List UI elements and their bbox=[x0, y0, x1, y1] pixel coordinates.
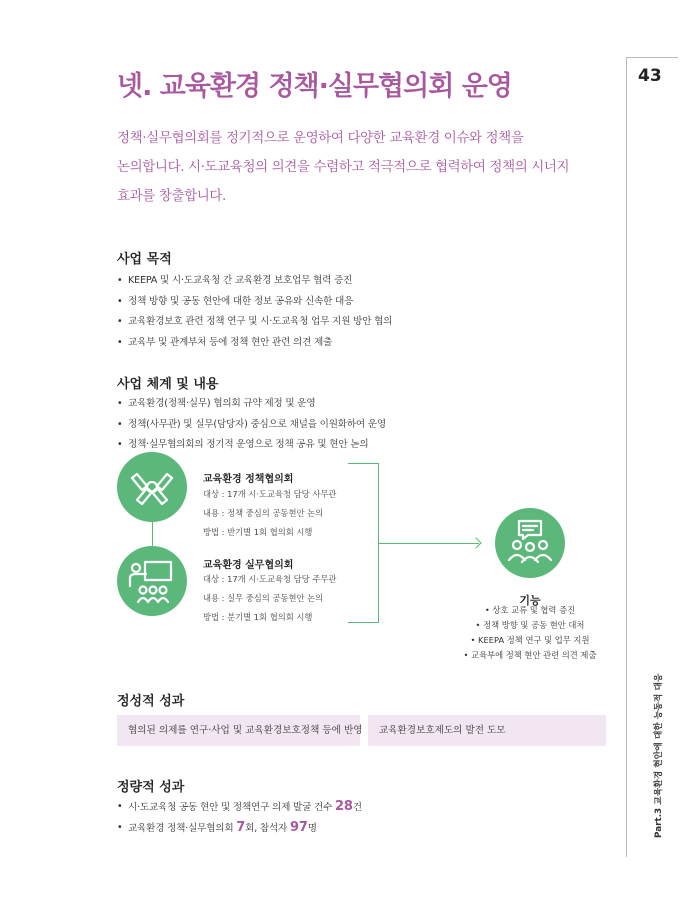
list-item bbox=[117, 797, 362, 818]
intro-line: 논의합니다. 시·도교육청의 의견을 수렴하고 적극적으로 협력하여 정책의 시너지 bbox=[117, 159, 570, 175]
side-section-label bbox=[649, 673, 665, 838]
text: 교육환경 정책·실무협의회 bbox=[128, 822, 237, 834]
arrow-line bbox=[379, 543, 479, 544]
system-heading: 사업 체계 및 내용 bbox=[117, 377, 219, 392]
intro-line: 정책·실무협의회를 정기적으로 운영하여 다양한 교육환경 이슈와 정책을 bbox=[117, 130, 524, 146]
text: 회, 참석자 bbox=[245, 822, 290, 834]
meeting-count-value: 7 bbox=[236, 819, 246, 835]
council-2-name: 교육환경 실무협의회 bbox=[203, 560, 294, 571]
presentation-group-icon bbox=[117, 546, 187, 616]
council-2-target: 대상 : 17개 시·도교육청 담당 주무관 bbox=[203, 574, 337, 584]
count-value: 28 bbox=[335, 799, 353, 814]
intro-line: 효과를 창출합니다. bbox=[117, 188, 226, 204]
qualitative-heading: 정성적 성과 bbox=[117, 694, 185, 709]
quantitative-heading: 정량적 성과 bbox=[117, 780, 185, 795]
council-2-method: 방법 : 분기별 1회 협의회 시행 bbox=[203, 612, 313, 622]
header-rule bbox=[626, 57, 678, 58]
quantitative-list bbox=[117, 797, 362, 838]
page-number: 43 bbox=[638, 66, 662, 86]
function-title: 기능 bbox=[519, 594, 541, 607]
unit-text: 명 bbox=[307, 822, 317, 834]
list-item: • KEEPA 및 시·도교육청 간 교육환경 보호업무 협력 증진 bbox=[117, 271, 392, 292]
list-item: • 정책·실무협의회의 정기적 운영으로 정책 공유 및 현안 논의 bbox=[117, 435, 386, 456]
page-title: 넷. 교육환경 정책·실무협의회 운영 bbox=[117, 71, 512, 102]
side-label-text: Part.3 교육환경 현안에 대한 능동적 대응 bbox=[654, 673, 664, 838]
council-1-name: 교육환경 정책협의회 bbox=[203, 474, 294, 485]
list-item: • 상호 교류 및 협력 증진 bbox=[484, 605, 576, 615]
council-1-details bbox=[203, 485, 336, 542]
list-item: • 정책 방향 및 공동 현안 대처 bbox=[475, 620, 585, 630]
handshake-hands-icon bbox=[117, 452, 187, 522]
council-2-content: 내용 : 실무 중심의 공동현안 논의 bbox=[203, 593, 324, 603]
system-list bbox=[117, 394, 386, 456]
council-2-details bbox=[203, 570, 336, 627]
list-item: • 정책 방향 및 공동 현안에 대한 정보 공유와 신속한 대응 bbox=[117, 292, 392, 313]
attendee-count-value: 97 bbox=[289, 819, 308, 835]
diagram-bracket bbox=[348, 463, 379, 623]
connector-line bbox=[152, 520, 153, 546]
text: 시·도교육청 공동 현안 및 정책연구 의제 발굴 건수 bbox=[128, 802, 335, 813]
intro-paragraph bbox=[117, 124, 587, 211]
council-1-method: 방법 : 반기별 1회 협의회 시행 bbox=[203, 527, 313, 537]
meeting-discussion-icon bbox=[495, 508, 565, 578]
unit-text: 건 bbox=[352, 802, 362, 813]
list-item: • 교육환경(정책·실무) 협의회 규약 제정 및 운영 bbox=[117, 394, 386, 415]
list-item: • KEEPA 정책 연구 및 업무 지원 bbox=[470, 635, 590, 645]
council-1-target: 대상 : 17개 시·도교육청 담당 사무관 bbox=[203, 489, 337, 499]
qualitative-box-2: 교육환경보호제도의 발전 도모 bbox=[368, 715, 606, 746]
list-item: • 정책(사무관) 및 실무(담당자) 중심으로 채널을 이원화하여 운영 bbox=[117, 415, 386, 436]
list-item: • 교육부에 정책 현안 관련 의견 제출 bbox=[463, 650, 597, 660]
side-rule bbox=[626, 57, 627, 857]
council-1-content: 내용 : 정책 중심의 공동현안 논의 bbox=[203, 508, 324, 518]
list-item: • 교육부 및 관계부처 등에 정책 현안 관련 의견 제출 bbox=[117, 333, 392, 354]
qualitative-box-1: 협의된 의제를 연구·사업 및 교육환경보호정책 등에 반영 bbox=[117, 715, 360, 746]
arrow-head-icon bbox=[470, 537, 481, 548]
list-item: • 교육환경보호 관련 정책 연구 및 시·도교육청 업무 지원 방안 협의 bbox=[117, 312, 392, 333]
purpose-list bbox=[117, 271, 392, 353]
function-list bbox=[440, 603, 620, 663]
list-item bbox=[117, 818, 362, 839]
purpose-heading: 사업 목적 bbox=[117, 252, 172, 267]
